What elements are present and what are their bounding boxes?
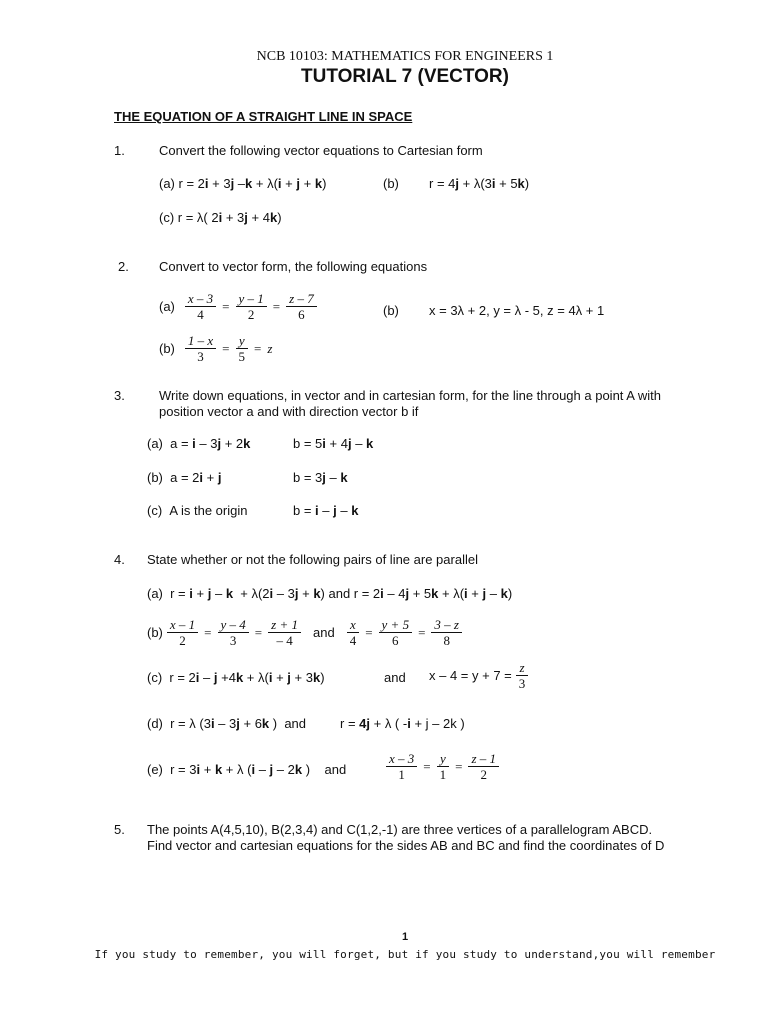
question-3a: (a) a = i – 3j + 2k	[147, 436, 251, 451]
question-4-number: 4.	[114, 552, 125, 567]
question-4e-label: (e)	[147, 762, 163, 777]
question-3c-text: A is the origin	[169, 503, 248, 518]
question-1b-label: (b)	[383, 176, 399, 191]
tutorial-title: TUTORIAL 7 (VECTOR)	[301, 66, 509, 87]
question-2c: (b) $\frac{1 - x}{3}$ = $\frac{y}{5}$ = z	[159, 333, 273, 364]
question-3a-direction: b = 5i + 4j – k	[293, 436, 374, 451]
question-3b: (b) a = 2i + j	[147, 470, 222, 485]
question-3-prompt-line1: Write down equations, in vector and in cartesian form, for the line through a point A with	[159, 388, 661, 403]
course-code-heading: NCB 10103: MATHEMATICS FOR ENGINEERS 1	[256, 49, 554, 64]
question-3b-direction: b = 3j – k	[293, 470, 348, 485]
question-4b: (b) $\frac{x - 1}{2}$ = $\frac{y - 4}{3}$ = $\frac{z + 1}{- 4}$ and $\frac{x}{4}$ = $\frac{y + 5}{6}$ = $\frac{3 - z}{8}$	[147, 617, 462, 648]
question-2c-label: (b)	[159, 341, 175, 356]
question-2b-equation: x = 3λ + 2, y = λ - 5, z = 4λ + 1	[429, 303, 605, 318]
question-4a-label: (a)	[147, 586, 163, 601]
question-2-number: 2.	[118, 259, 129, 274]
question-1-number: 1.	[114, 143, 125, 158]
question-4e: (e) r = 3i + k + λ (i – j – 2k ) and	[147, 762, 347, 777]
question-2-prompt: Convert to vector form, the following equations	[159, 259, 428, 274]
question-2a-label: (a)	[159, 299, 175, 314]
question-4a: (a) r = i + j – k + λ(2i – 3j + k) and r = 2i – 4j + 5k + λ(i + j – k)	[147, 586, 513, 601]
question-1c-label: (c)	[159, 210, 175, 225]
question-4c-second-line: x – 4 = y + 7 = $\frac{z}{3}$	[429, 660, 528, 691]
question-4b-and: and	[312, 625, 335, 640]
page-number: 1	[401, 931, 409, 943]
section-title: THE EQUATION OF A STRAIGHT LINE IN SPACE	[114, 109, 413, 124]
question-1c: (c) r = λ( 2i + 3j + 4k)	[159, 210, 282, 225]
question-1a-label: (a)	[159, 176, 175, 191]
question-5-line1: The points A(4,5,10), B(2,3,4) and C(1,2,-1) are three vertices of a parallelogram ABCD.	[147, 822, 653, 837]
question-2a: (a) $\frac{x - 3}{4}$ = $\frac{y - 1}{2}$ = $\frac{z - 7}{6}$	[159, 291, 317, 322]
question-3-number: 3.	[114, 388, 125, 403]
question-4d-label: (d)	[147, 716, 163, 731]
question-5-line2: Find vector and cartesian equations for the sides AB and BC and find the coordinates of D	[147, 838, 665, 853]
question-2b-label: (b)	[383, 303, 399, 318]
question-1a: (a) r = 2i + 3j –k + λ(i + j + k)	[159, 176, 327, 191]
question-5-number: 5.	[114, 822, 125, 837]
question-1b: r = 4j + λ(3i + 5k)	[429, 176, 530, 191]
question-3-prompt-line2: position vector a and with direction vector b if	[159, 404, 419, 419]
question-4e-and: and	[324, 762, 347, 777]
question-4c-and: and	[384, 670, 406, 685]
question-4d: (d) r = λ (3i – 3j + 6k ) and	[147, 716, 307, 731]
question-3b-label: (b)	[147, 470, 163, 485]
question-4c: (c) r = 2i – j +4k + λ(i + j + 3k)	[147, 670, 325, 685]
question-4c-label: (c)	[147, 670, 163, 685]
question-4e-second-line: $\frac{x - 3}{1}$ = $\frac{y}{1}$ = $\frac{z - 1}{2}$	[386, 751, 499, 782]
question-4-prompt: State whether or not the following pairs of line are parallel	[147, 552, 478, 567]
question-3c-label: (c)	[147, 503, 163, 518]
footer-quote: If you study to remember, you will forget, but if you study to understand,you will remember	[94, 948, 716, 961]
question-4d-second-line: r = 4j + λ ( -i + j – 2k )	[340, 716, 465, 731]
question-1-prompt: Convert the following vector equations to Cartesian form	[159, 143, 483, 158]
question-3c	[147, 503, 247, 518]
question-4b-label: (b)	[147, 625, 163, 640]
question-3c-direction: b = i – j – k	[293, 503, 359, 518]
question-3a-label: (a)	[147, 436, 163, 451]
